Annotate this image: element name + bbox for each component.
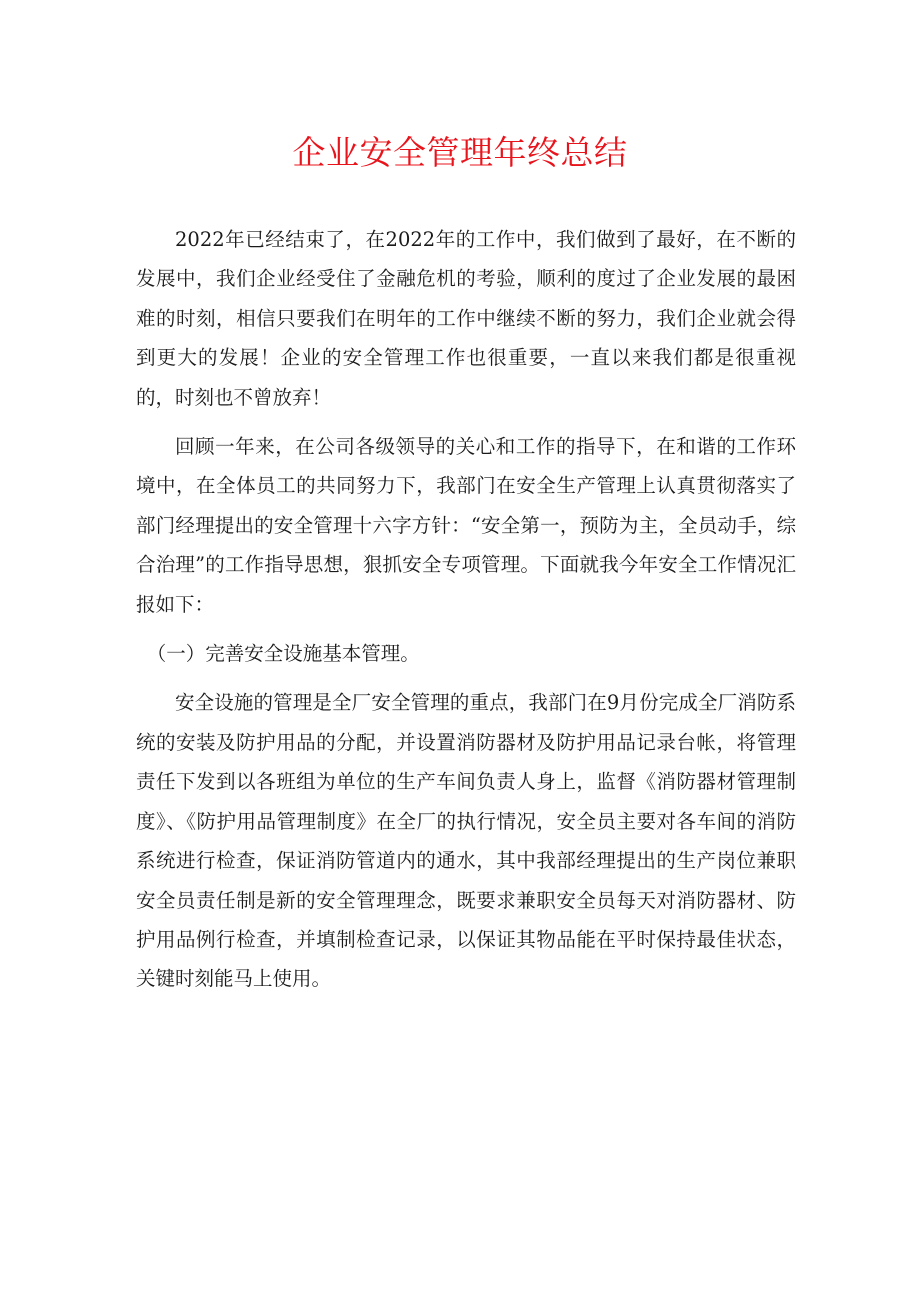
document-title: 企业安全管理年终总结	[292, 133, 628, 172]
document-body	[136, 220, 796, 1009]
section-heading: （一）完善安全设施基本管理。	[146, 642, 420, 666]
paragraph-intro: 2022年已经结束了，在2022年的工作中，我们做到了最好，在不断的发展中，我们企业经受住了金融危机的考验，顺利的度过了企业发展的最困难的时刻，相信只要我们在明年的工作中继续不断的努力，我们企业就会得到更大的发展！企业的安全管理工作也很重要，一直以来我们都是很重视的，时刻也不曾放弃！	[136, 228, 796, 409]
paragraph-review: 回顾一年来，在公司各级领导的关心和工作的指导下，在和谐的工作环境中，在全体员工的共同努力下，我部门在安全生产管理上认真贯彻落实了部门经理提出的安全管理十六字方针：“安全第一，预防为主，全员动手，综合治理”的工作指导思想，狠抓安全专项管理。下面就我今年安全工作情况汇报如下：	[136, 435, 796, 616]
paragraph-safety-facilities: 安全设施的管理是全厂安全管理的重点，我部门在9月份完成全厂消防系统的安装及防护用品的分配，并设置消防器材及防护用品记录台帐，将管理责任下发到以各班组为单位的生产车间负责人身上，监督《消防器材管理制度》、《防护用品管理制度》在全厂的执行情况，安全员主要对各车间的消防系统进行检查，保证消防管道内的通水，其中我部经理提出的生产岗位兼职安全员责任制是新的安全管理理念，既要求兼职安全员每天对消防器材、防护用品例行检查，并填制检查记录，以保证其物品能在平时保持最佳状态，关键时刻能马上使用。	[136, 691, 796, 991]
